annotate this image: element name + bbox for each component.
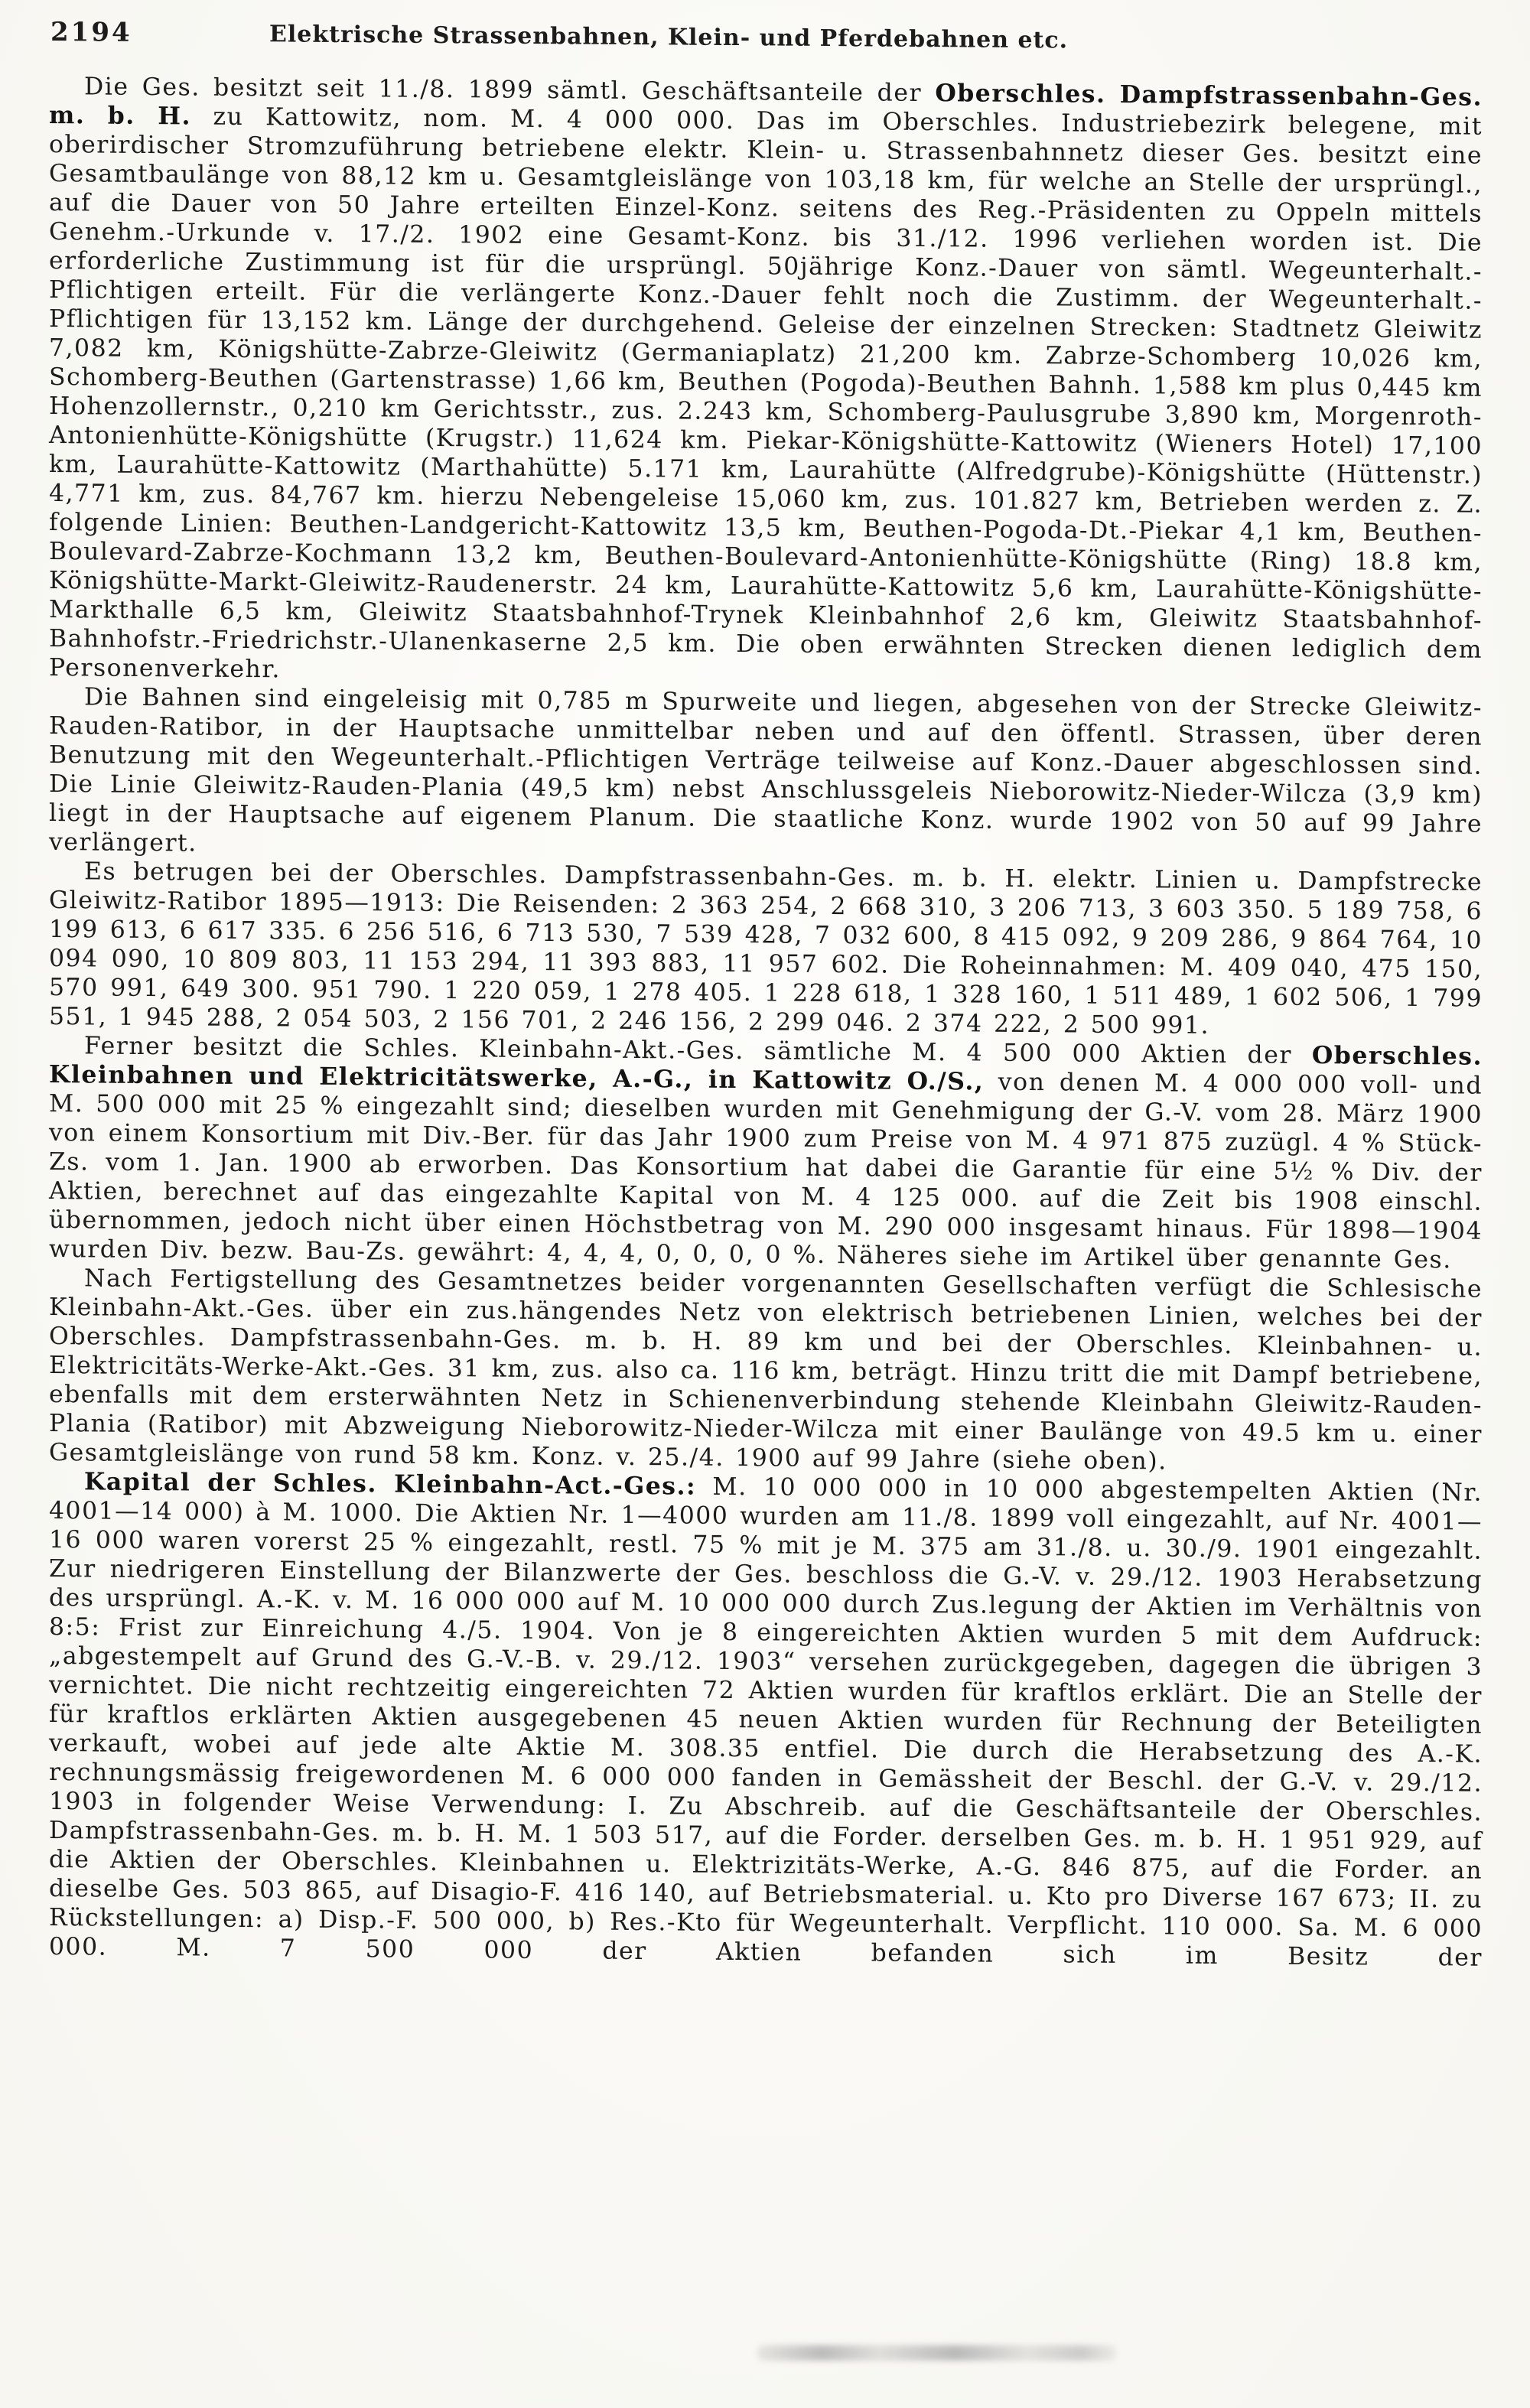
- running-header-title: Elektrische Strassenbahnen, Klein- und Pferdebahnen etc.: [269, 21, 1069, 54]
- bold-heading-text: Oberschles. Dampfstrassenbahn-Ges. m. b. H.: [49, 79, 1483, 131]
- paragraph-1: [49, 72, 1483, 694]
- text-run: zu Kattowitz, nom. M. 4 000 000. Das im Oberschles. Industriebezirk belegene, mit oberirdischer Stromzuführung betriebene elektr. Klein- u. Strassenbahnnetz dieser Ges. besitzt eine Gesamtbaulänge von 88,12 km u. Gesamtgleislänge von 103,18 km, für welche an Stelle der ursprüngl., auf die Dauer von 50 Jahre erteilten Einzel-Konz. seitens des Reg.-Präsidenten zu Oppeln mittels Genehm.-Urkunde v. 17./2. 1902 eine Gesamt-Konz. bis 31./12. 1996 verliehen worden ist. Die erforderliche Zustimmung ist für die ursprüngl. 50jährige Konz.-Dauer von sämtl. Wegeunterhalt.-Pflichtigen erteilt. Für die verlängerte Konz.-Dauer fehlt noch die Zustimm. der Wegeunterhalt.-Pflichtigen für 13,152 km. Länge der durchgehend. Geleise der einzelnen Strecken: Stadtnetz Gleiwitz 7,082 km, Königshütte-Zabrze-Gleiwitz (Germaniaplatz) 21,200 km. Zabrze-Schomberg 10,026 km, Schomberg-Beuthen (Gartenstrasse) 1,66 km, Beuthen (Pogoda)-Beuthen Bahnh. 1,588 km plus 0,445 km Hohenzollernstr., 0,210 km Gerichtsstr., zus. 2.243 km, Schomberg-Paulusgrube 3,890 km, Morgenroth-Antonienhütte-Königshütte (Krugstr.) 11,624 km. Piekar-Königshütte-Kattowitz (Wieners Hotel) 17,100 km, Laurahütte-Kattowitz (Marthahütte) 5.171 km, Laurahütte (Alfredgrube)-Königshütte (Hüttenstr.) 4,771 km, zus. 84,767 km. hierzu Nebengeleise 15,060 km, zus. 101.827 km, Betrieben werden z. Z. folgende Linien: Beuthen-Landgericht-Kattowitz 13,5 km, Beuthen-Pogoda-Dt.-Piekar 4,1 km, Beuthen-Boulevard-Zabrze-Kochmann 13,2 km, Beuthen-Boulevard-Antonienhütte-Königshütte (Ring) 18.8 km, Königshütte-Markt-Gleiwitz-Raudenerstr. 24 km, Laurahütte-Kattowitz 5,6 km, Laurahütte-Königshütte-Markthalle 6,5 km, Gleiwitz Staatsbahnhof-Trynek Kleinbahnhof 2,6 km, Gleiwitz Staatsbahnhof-Bahnhofstr.-Friedrichstr.-Ulanenkaserne 2,5 km. Die oben erwähnten Strecken dienen lediglich dem Personenverkehr.: [49, 103, 1483, 684]
- text-run: Es betrugen bei der Oberschles. Dampfstrassenbahn-Ges. m. b. H. elektr. Linien u. Dampfstrecke Gleiwitz-Ratibor 1895—1913: Die Reisenden: 2 363 254, 2 668 310, 3 206 713, 3 603 350. 5 189 758, 6 199 613, 6 617 335. 6 256 516, 6 713 530, 7 539 428, 7 032 600, 8 415 092, 9 209 286, 9 864 764, 10 094 090, 10 809 803, 11 153 294, 11 393 883, 11 957 602. Die Roheinnahmen: M. 409 040, 475 150, 570 991, 649 300. 951 790. 1 220 059, 1 278 405. 1 228 618, 1 328 160, 1 511 489, 1 602 506, 1 799 551, 1 945 288, 2 054 503, 2 156 701, 2 246 156, 2 299 046. 2 374 222, 2 500 991.: [49, 857, 1483, 1040]
- paragraph-2: [49, 682, 1483, 868]
- paragraph-3: [49, 857, 1483, 1043]
- paragraph-6: [49, 1467, 1483, 1973]
- page-body: [49, 72, 1483, 1973]
- page-number: 2194: [50, 17, 132, 48]
- scan-smudge-artifact: [757, 2345, 1117, 2361]
- bold-heading-text: Kapital der Schles. Kleinbahn-Act.-Ges.:: [84, 1467, 697, 1501]
- text-run: Die Bahnen sind eingeleisig mit 0,785 m Spurweite und liegen, abgesehen von der Strecke Gleiwitz-Rauden-Ratibor, in der Hauptsache unmittelbar neben und auf den öffentl. Strassen, über deren Benutzung mit den Wegeunterhalt.-Pflichtigen Verträge teilweise auf Konz.-Dauer abgeschlossen sind. Die Linie Gleiwitz-Rauden-Plania (49,5 km) nebst Anschlussgeleis Nieborowitz-Nieder-Wilcza (3,9 km) liegt in der Hauptsache auf eigenem Planum. Die staatliche Konz. wurde 1902 von 50 auf 99 Jahre verlängert.: [49, 683, 1483, 857]
- text-run: Nach Fertigstellung des Gesamtnetzes beider vorgenannten Gesellschaften verfügt die Schlesische Kleinbahn-Akt.-Ges. über ein zus.hängendes Netz von elektrisch betriebenen Linien, welches bei der Oberschles. Dampfstrassenbahn-Ges. m. b. H. 89 km und bei der Oberschles. Kleinbahnen- u. Elektricitäts-Werke-Akt.-Ges. 31 km, zus. also ca. 116 km, beträgt. Hinzu tritt die mit Dampf betriebene, ebenfalls mit dem ersterwähnten Netz in Schienenverbindung stehende Kleinbahn Gleiwitz-Rauden-Plania (Ratibor) mit Abzweigung Nieborowitz-Nieder-Wilcza mit einer Baulänge von 49.5 km u. einer Gesamtgleislänge von rund 58 km. Konz. v. 25./4. 1900 auf 99 Jahre (siehe oben).: [49, 1264, 1483, 1476]
- bold-heading-text: Oberschles. Kleinbahnen und Elektricitätswerke, A.-G., in Kattowitz O./S.,: [49, 1040, 1483, 1096]
- page-content: [49, 17, 1483, 1973]
- page-header: [49, 17, 1483, 65]
- text-run: Ferner besitzt die Schles. Kleinbahn-Akt.-Ges. sämtliche M. 4 500 000 Aktien der: [84, 1032, 1312, 1069]
- text-run: Die Ges. besitzt seit 11./8. 1899 sämtl. Geschäftsanteile der: [84, 73, 936, 108]
- paragraph-5: [49, 1264, 1483, 1479]
- paragraph-4: [49, 1031, 1483, 1275]
- text-run: von denen M. 4 000 000 voll- und M. 500 000 mit 25 % eingezahlt sind; dieselben wurden mit Genehmigung der G.-V. vom 28. März 1900 von einem Konsortium mit Div.-Ber. für das Jahr 1900 zum Preise von M. 4 971 875 zuzügl. 4 % Stück-Zs. vom 1. Jan. 1900 ab erworben. Das Konsortium hat dabei die Garantie für eine 5½ % Div. der Aktien, berechnet auf das eingezahlte Kapital von M. 4 125 000. auf die Zeit bis 1908 einschl. übernommen, jedoch nicht über einen Höchstbetrag von M. 290 000 insgesamt hinaus. Für 1898—1904 wurden Div. bezw. Bau-Zs. gewährt: 4, 4, 4, 0, 0, 0, 0 %. Näheres siehe im Artikel über genannte Ges.: [49, 1068, 1483, 1274]
- text-run: M. 10 000 000 in 10 000 abgestempelten Aktien (Nr. 4001—14 000) à M. 1000. Die Aktien Nr. 1—4000 wurden am 11./8. 1899 voll eingezahlt, auf Nr. 4001—16 000 waren vorerst 25 % eingezahlt, restl. 75 % mit je M. 375 am 31./8. u. 30./9. 1901 eingezahlt. Zur niedrigeren Einstellung der Bilanzwerte der Ges. beschloss die G.-V. v. 29./12. 1903 Herabsetzung des ursprüngl. A.-K. v. M. 16 000 000 auf M. 10 000 000 durch Zus.legung der Aktien im Verhältnis von 8:5: Frist zur Einreichung 4./5. 1904. Von je 8 eingereichten Aktien wurden 5 mit dem Aufdruck: „abgestempelt auf Grund des G.-V.-B. v. 29./12. 1903“ versehen zurückgegeben, dagegen die übrigen 3 vernichtet. Die nicht rechtzeitig eingereichten 72 Aktien wurden für kraftlos erklärt. Die an Stelle der für kraftlos erklärten Aktien ausgegebenen 45 neuen Aktien wurden für Rechnung der Beteiligten verkauft, wobei auf jede alte Aktie M. 308.35 entfiel. Die durch die Herabsetzung des A.-K. rechnungsmässig freigewordenen M. 6 000 000 fanden in Gemässheit der Beschl. der G.-V. v. 29./12. 1903 in folgender Weise Verwendung: I. Zu Abschreib. auf die Geschäftsanteile der Oberschles. Dampfstrassenbahn-Ges. m. b. H. M. 1 503 517, auf die Forder. derselben Ges. m. b. H. 1 951 929, auf die Aktien der Oberschles. Kleinbahnen u. Elektrizitäts-Werke, A.-G. 846 875, auf die Forder. an dieselbe Ges. 503 865, auf Disagio-F. 416 140, auf Betriebsmaterial. u. Kto pro Diverse 167 673; II. zu Rückstellungen: a) Disp.-F. 500 000, b) Res.-Kto für Wegeunterhalt. Verpflicht. 110 000. Sa. M. 6 000 000. M. 7 500 000 der Aktien befanden sich im Besitz der: [49, 1472, 1483, 1972]
